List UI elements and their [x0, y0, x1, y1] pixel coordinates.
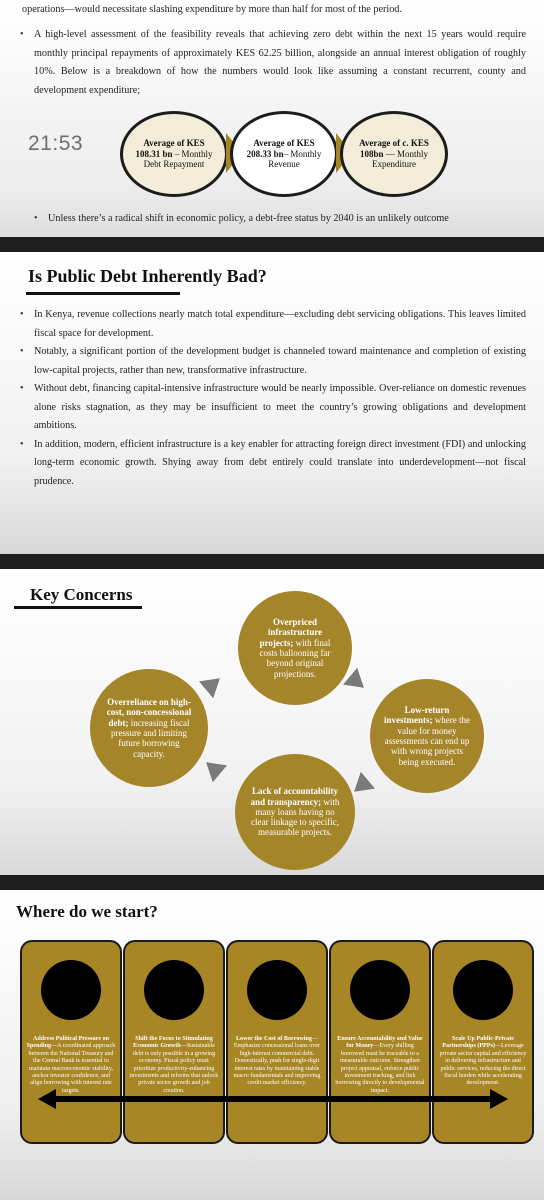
bullet-item: • In addition, modern, efficient infrastructure is a key enabler for attracting foreign direct investment (FDI) and unlocking long-term economic growth. Shying away from debt entirely could translate into underdevelopment—not fiscal prudence.: [20, 436, 526, 492]
card-circle-icon: [41, 960, 101, 1020]
concern-bold: Overreliance on high-cost, non-concessional debt;: [106, 697, 192, 728]
slide-public-debt: [0, 252, 544, 554]
monthly-expenditure-oval: [340, 111, 448, 197]
bullet-item: • Without debt, financing capital-intensive infrastructure would be nearly impossible. Over-reliance on domestic revenues alone risks stagnation, as they may be insufficient to meet the country’s growing obligations and development ambitions.: [20, 380, 526, 436]
action-card: [331, 942, 429, 1142]
feasibility-bullets: [20, 26, 526, 100]
card-text: —Leverage private sector capital and efficiency in delivering infrastructure and public services, reducing the direct fiscal burden while accelerating development.: [439, 1043, 527, 1087]
oval-text: — Monthly Expenditure: [372, 148, 429, 170]
card-bold: Ensure Accountability and Value for Money: [337, 1036, 423, 1050]
concern-bold: Overpriced infrastructure projects;: [259, 617, 323, 648]
action-card: [434, 942, 532, 1142]
slide-title: Key Concerns: [30, 585, 133, 604]
card-text: —Sustainable debt is only possible in a growing economy. Fiscal policy must prioritize productivity-enhancing investments and reforms that unlock private sector growth and job creation.: [129, 1043, 219, 1094]
card-text: —Every shilling borrowed must be traceable to a measurable outcome. Strengthen project appraisal, enforce public investment tracking, and link borrowing directly to developmental impact.: [335, 1043, 425, 1094]
action-card: [228, 942, 326, 1142]
conclusion-bullets: [34, 210, 526, 229]
slide-where-to-start: [0, 890, 544, 1200]
card-bold: Scale Up Public-Private Partnerships (PPPs): [442, 1036, 514, 1050]
partial-top-text: operations—would necessitate slashing expenditure by more than half for most of the period.: [22, 4, 402, 15]
action-card: [125, 942, 223, 1142]
oval-bold: Average of KES 208.33 bn: [246, 138, 315, 159]
slide-key-concerns: [0, 569, 544, 875]
slide-debt-feasibility: [0, 0, 544, 237]
numbers-breakdown: [120, 105, 448, 201]
concern-text: with final costs ballooning far beyond original projections.: [259, 637, 331, 679]
monthly-debt-repayment-oval: [120, 111, 228, 197]
oval-text: – Monthly Debt Repayment: [143, 148, 213, 170]
bullet-item: • Notably, a significant portion of the development budget is channeled toward maintenance and completion of existing low-capital projects, rather than new, transformative infrastructure.: [20, 343, 526, 380]
double-arrow-icon: [38, 1092, 508, 1106]
conclusion-text: • Unless there’s a radical shift in economic policy, a debt-free status by 2040 is an unlikely outcome: [34, 210, 526, 229]
action-card: [22, 942, 120, 1142]
monthly-revenue-oval: [230, 111, 338, 197]
oval-text: – Monthly Revenue: [268, 148, 322, 170]
clock-overlay: 21:53: [28, 132, 84, 155]
oval-bold: Average of KES 108.31 bn: [135, 138, 205, 159]
card-bold: Shift the Focus to Stimulating Economic Growth: [133, 1036, 213, 1050]
card-bold: Lower the Cost of Borrowing: [235, 1036, 312, 1042]
concern-accountability: [235, 754, 355, 870]
cycle-arrow-icon: [343, 668, 371, 696]
bullet-item: • In Kenya, revenue collections nearly match total expenditure—excluding debt servicing obligations. This leaves limited fiscal space for development.: [20, 306, 526, 343]
slide-title: Is Public Debt Inherently Bad?: [28, 266, 267, 286]
concern-text: increasing fiscal pressure and limiting future borrowing capacity.: [111, 717, 190, 759]
cycle-arrow-icon: [199, 670, 227, 698]
oval-bold: Average of c. KES 108bn: [359, 138, 429, 159]
concern-text: where the value for money assessments can end up with wrong projects being executed.: [384, 715, 470, 767]
card-circle-icon: [247, 960, 307, 1020]
card-circle-icon: [453, 960, 513, 1020]
concern-overpriced-projects: [238, 591, 352, 705]
concern-low-return: [370, 679, 484, 793]
concern-bold: Lack of accountability and transparency;: [250, 786, 338, 807]
card-bold: Address Political Pressure on Spending: [26, 1036, 109, 1050]
feasibility-paragraph: • A high-level assessment of the feasibility reveals that achieving zero debt within the next 15 years would require monthly principal repayments of approximately KES 62.25 billion, alongside an annual interest obligation of roughly 10%. Below is a breakdown of how the numbers would look like assuming a constant recurrent, county and development expenditure;: [20, 26, 526, 100]
card-text: —Emphasize concessional loans over high-interest commercial debt. Domestically, push for single-digit interest rates by maintaining stable macro fundamentals and improving credit market efficiency.: [233, 1036, 321, 1087]
card-circle-icon: [144, 960, 204, 1020]
concern-bold: Low-return investments;: [384, 705, 450, 726]
cycle-arrow-icon: [199, 754, 227, 782]
card-circle-icon: [350, 960, 410, 1020]
concern-overreliance: [90, 669, 208, 787]
concern-text: with many loans having no clear linkage to specific, measurable projects.: [251, 796, 340, 838]
title-underline: [14, 606, 142, 609]
title-underline: [26, 292, 180, 295]
card-text: —A coordinated approach between the National Treasury and the Central Bank is essential to maintain macroeconomic stability, anchor investor confidence, and align borrowing with interest rate targets.: [28, 1043, 116, 1094]
public-debt-bullets: [20, 306, 526, 491]
slide-title: Where do we start?: [16, 902, 158, 921]
